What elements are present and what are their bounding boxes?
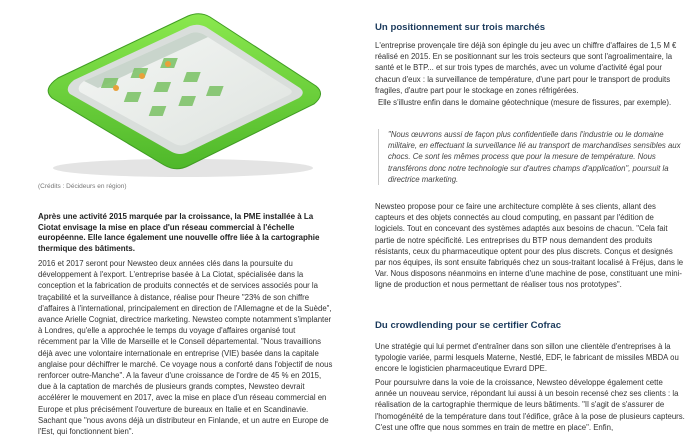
left-body-text [38, 258, 336, 437]
tablet-illustration [38, 8, 328, 180]
section-heading-crowdlending: Du crowdlending pour se certifier Cofrac [375, 320, 562, 331]
section1-quote: "Nous œuvrons aussi de façon plus confidentielle dans l'industrie ou le domaine militaire, en effectuant la surveillance lié au transport de marchandises sensibles aux chocs. Ce sont les mêmes process que pour la mesure de température. Nous transférons donc notre technologie sur d'autres champs d'application", poursuit la directrice marketing. [378, 129, 684, 185]
section2-paragraph-1: Une stratégie qui lui permet d'entraîner dans son sillon une clientèle d'entreprises à la typologie variée, parmi lesquels Materne, Nestlé, EDF, le fabricant de missiles MBDA ou encore le logisticien pharmaceutique Evrard DPE. [375, 342, 679, 374]
section1-paragraph-2: Elle s'illustre enfin dans le domaine géotechnique (mesure de fissures, par exemple). [378, 98, 672, 107]
section1-paragraph-3: Newsteo propose pour ce faire une architecture complète à ses clients, allant des capteurs et des objets connectés au cloud computing, en passant par l'édition de logiciels. Tout en concevant des systèmes adaptés aux besoins de chacun. "Cela fait partie de notre spécificité. Les entreprises du BTP nous demandent des produits résistants, ceux du pharmaceutique optent pour des plus discrets. Conçus et designés par nos équipes, ils sont ensuite fabriqués chez un sous-traitant localisé à Fréjus, dans le Var. Nous disposons néanmoins en interne d'une machine de pose, constituant une mini-ligne de production et nous permettant de réaliser tous nos prototypes". [375, 202, 684, 290]
section1-paragraph-1: L'entreprise provençale tire déjà son épingle du jeu avec un chiffre d'affaires de 1,5 M € réalisé en 2015. En se positionnant sur les trois secteurs que sont l'agroalimentaire, la santé et le BTP... et sur trois types de marchés, avec un volume d'activité égal pour chacun d'eux : la surveillance de température, d'une part pour le transport de produits fragiles, d'autre part pour le stockage en zones réfrigérées. [375, 41, 677, 95]
section-heading-positionnement: Un positionnement sur trois marchés [375, 22, 546, 33]
image-caption: (Crédits : Décideurs en région) [38, 183, 127, 190]
article-lead: Après une activité 2015 marquée par la croissance, la PME installée à La Ciotat envisage la mise en place d'un réseau commercial à l'échelle européenne. Elle lance également une nouvelle offre liée à la cartographie thermique des bâtiments. [38, 212, 320, 253]
section2-paragraph-2: Pour poursuivre dans la voie de la croissance, Newsteo développe également cette année un nouveau service, répondant lui aussi à un besoin recensé chez ses clients : la réalisation de la cartographie thermique de leurs bâtiments. "Il s'agit de s'assurer de l'homogénéité de la température dans tout l'édifice, grâce à la pose de plusieurs capteurs. C'est une offre que nous sommes en train de mettre en place". Enfin, [375, 378, 685, 432]
left-body-paragraph: 2016 et 2017 seront pour Newsteo deux années clés dans la poursuite du développement à l'export. L'entreprise basée à La Ciotat, spécialisée dans la conception et la fabrication de produits connectés et de services associés pour la traçabilité et la surveillance à distance, réalise pour l'heure "23% de son chiffre d'affaires à l'international, principalement en direction de l'Allemagne et de la Suède", avance Arielle Cogniat, directrice marketing. Newsteo compte notamment s'implanter à Londres, qu'elle a approchée le temps du voyage d'affaires organisé tout récemment par la Ville de Marseille et le Conseil départemental. "Nous travaillions déjà avec une volontaire internationale en entreprise (VIE) basée dans la capitale anglaise pour déchiffrer le marché. Ce voyage nous a conforté dans l'objectif de nous renforcer outre-Manche". A la faveur d'une croissance de l'ordre de 45 % en 2015, due à la captation de marchés de plusieurs grands comptes, Newsteo devrait accélérer le mouvement en 2017, avec la mise en place d'un réseau commercial en Europe et plus précisément l'ouverture de bureaux en Italie et en Scandinavie. Sachant que "nous avons déjà un distributeur en Finlande, et un autre en Europe de l'Est, qui fonctionnent bien". [38, 259, 333, 437]
tablet-image [38, 8, 328, 180]
